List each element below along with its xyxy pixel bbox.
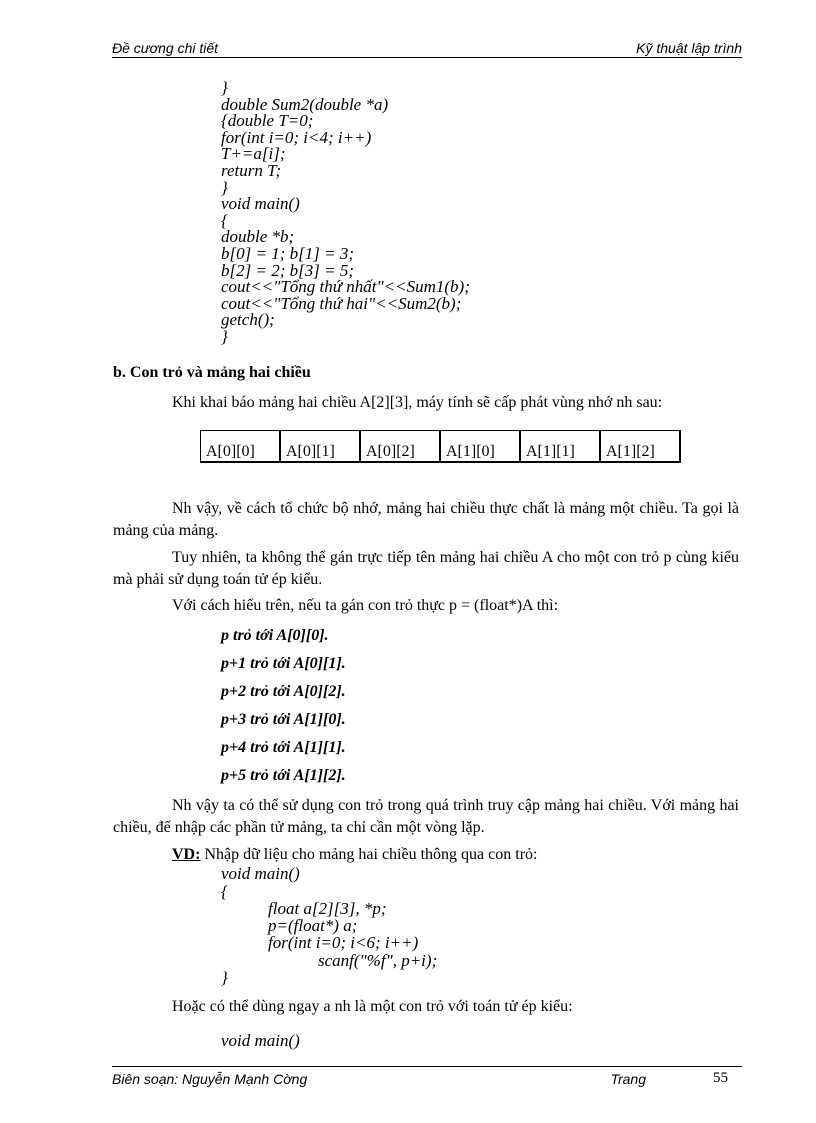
code-line: cout<<"Tổng thứ hai"<<Sum2(b); [221, 293, 462, 313]
code-line: { [221, 210, 228, 230]
code-line: return T; [221, 160, 282, 180]
code-line: getch(); [221, 310, 275, 330]
pointer-line: p+3 trỏ tới A[1][0]. [221, 711, 346, 728]
paragraph-2: Nh vậy, về cách tổ chức bộ nhớ, mảng hai chiều thực chất là mảng một chiều. Ta gọi là mảng của mảng. [113, 500, 739, 539]
paragraph-3: Tuy nhiên, ta không thể gán trực tiếp tên mảng hai chiều A cho một con trỏ p cùng kiểu mà phải sử dụng toán tử ép kiểu. [113, 549, 739, 588]
memory-cell: A[0][1] [280, 431, 360, 463]
paragraph-6: Hoặc có thể dùng ngay a nh là một con trỏ với toán tử ép kiểu: [172, 998, 573, 1015]
page-header [112, 40, 742, 58]
example-label: VD: [172, 846, 201, 863]
memory-cell: A[1][1] [520, 431, 600, 463]
code-line: } [221, 78, 228, 97]
pointer-line: p trỏ tới A[0][0]. [221, 627, 329, 644]
page-footer [112, 1071, 742, 1089]
code-line: for(int i=0; i<6; i++) [268, 933, 419, 952]
code-line: double Sum2(double *a) [221, 94, 389, 114]
example-line [172, 846, 537, 864]
code-line: { [221, 882, 228, 901]
code-line: p=(float*) a; [268, 916, 358, 935]
footer-page-label: Trang [610, 1071, 646, 1087]
code-line: for(int i=0; i<4; i++) [221, 127, 372, 147]
code-line: void main() [221, 1031, 300, 1050]
code-line: {double T=0; [221, 111, 314, 131]
paragraph-1: Khi khai báo mảng hai chiều A[2][3], máy tính sẽ cấp phát vùng nhớ nh sau: [172, 394, 663, 411]
section-title: b. Con trỏ và mảng hai chiều [113, 364, 311, 381]
code-line: void main() [221, 864, 300, 883]
header-rule [112, 57, 742, 58]
code-line: b[0] = 1; b[1] = 3; [221, 243, 354, 263]
memory-cell: A[0][0] [201, 431, 281, 463]
memory-cell: A[0][2] [360, 431, 440, 463]
code-line: float a[2][3], *p; [268, 899, 387, 918]
code-line: } [221, 177, 228, 197]
memory-layout-table [200, 430, 681, 463]
code-line: } [221, 968, 228, 987]
code-line: double *b; [221, 227, 295, 247]
code-line: b[2] = 2; b[3] = 5; [221, 260, 354, 280]
paragraph-4: Với cách hiểu trên, nếu ta gán con trỏ thực p = (float*)A thì: [172, 597, 559, 614]
pointer-line: p+1 trỏ tới A[0][1]. [221, 655, 346, 672]
page-number: 55 [713, 1070, 728, 1086]
memory-cell: A[1][0] [440, 431, 520, 463]
example-text: Nhập dữ liệu cho mảng hai chiều thông qua con trỏ: [200, 846, 538, 863]
code-line: } [221, 326, 228, 346]
code-block-1 [221, 80, 470, 346]
code-line: T+=a[i]; [221, 144, 286, 164]
paragraph-5: Nh vậy ta có thể sử dụng con trỏ trong quá trình truy cập mảng hai chiều. Với mảng hai chiều, để nhập các phần tử mảng, ta chỉ cần một vòng lặp. [113, 797, 739, 836]
pointer-line: p+4 trỏ tới A[1][1]. [221, 739, 346, 756]
pointer-line: p+5 trỏ tới A[1][2]. [221, 767, 346, 784]
memory-cell: A[1][2] [600, 431, 680, 463]
header-left: Đề cương chi tiết [112, 40, 219, 56]
header-right: Kỹ thuật lập trình [636, 40, 742, 56]
footer-rule [112, 1066, 742, 1067]
code-line: void main() [221, 194, 300, 214]
code-line: cout<<"Tổng thứ nhất"<<Sum1(b); [221, 277, 470, 297]
pointer-line: p+2 trỏ tới A[0][2]. [221, 683, 346, 700]
footer-author: Biên soạn: Nguyễn Mạnh Cờng [112, 1071, 308, 1087]
code-line: scanf("%f", p+i); [318, 951, 438, 970]
